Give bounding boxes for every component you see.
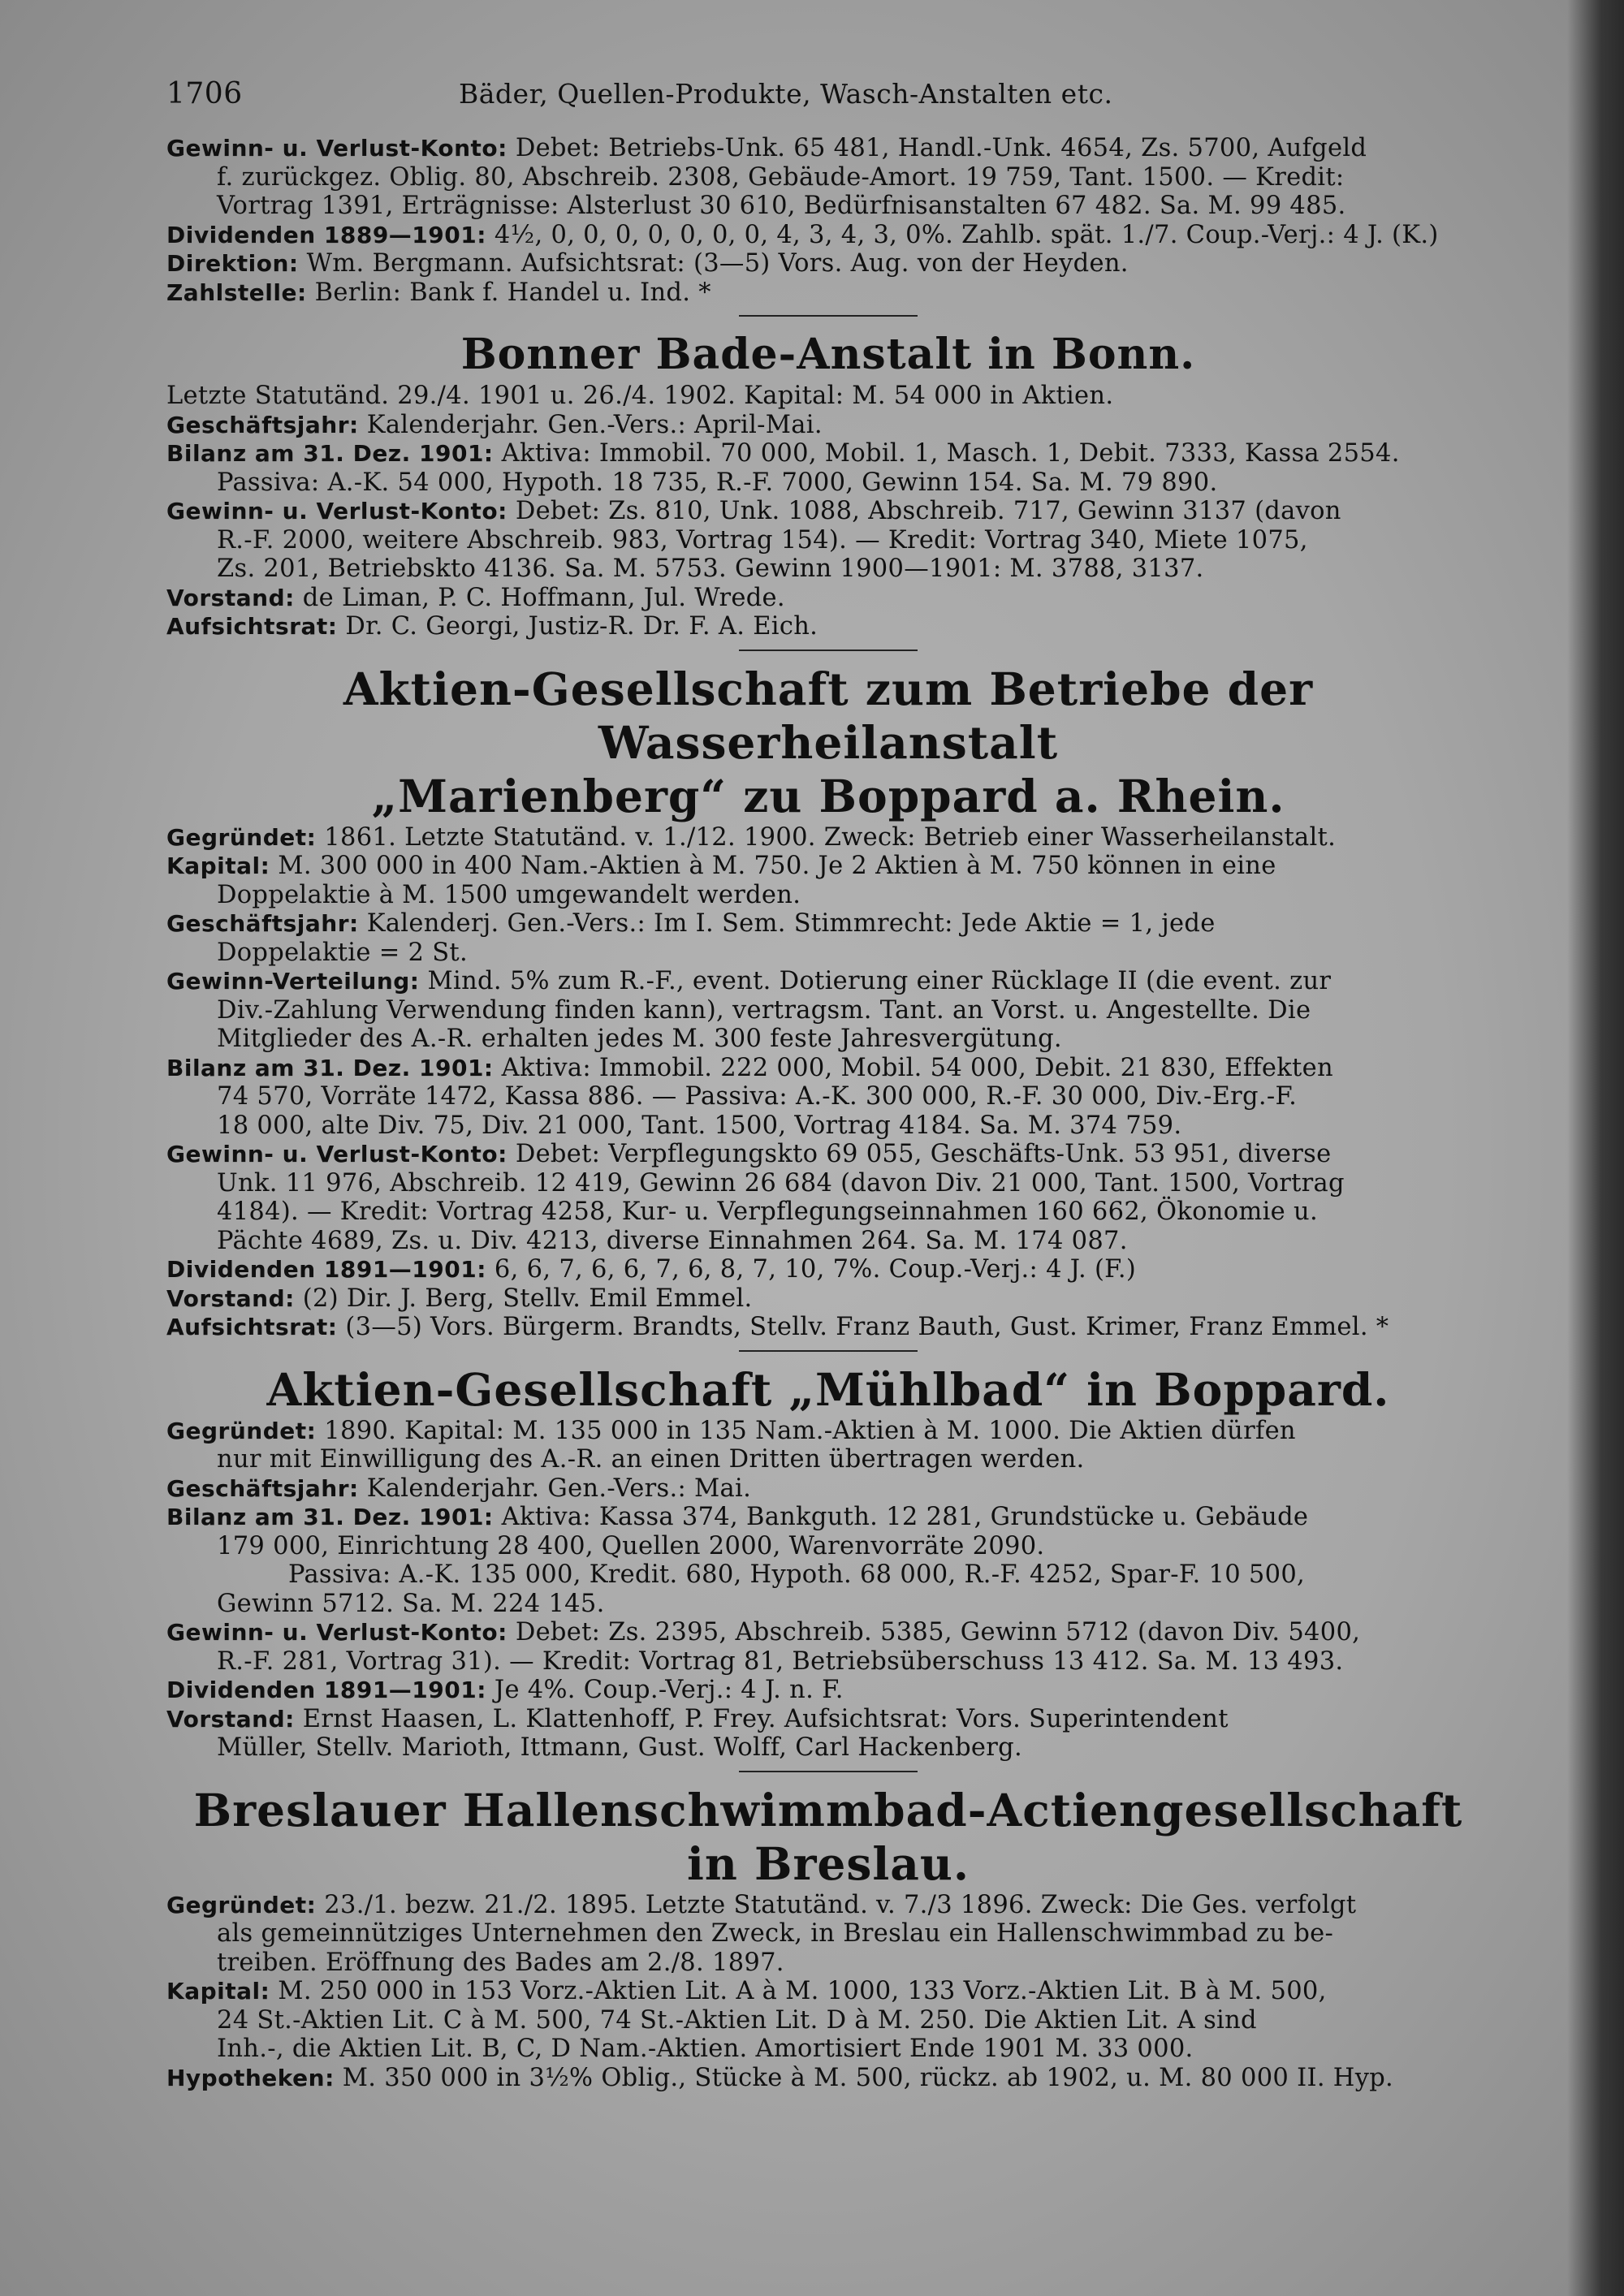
entry-line: R.-F. 2000, weitere Abschreib. 983, Vortrag 154). — Kredit: Vortrag 340, Miete 1075, xyxy=(217,525,1308,555)
entry-line: Gewinn- u. Verlust-Konto: Debet: Zs. 2395, Abschreib. 5385, Gewinn 5712 (davon Div. 5400, xyxy=(166,1618,1361,1646)
entry-line: Gewinn-Verteilung: Mind. 5% zum R.-F., event. Dotierung einer Rücklage II (die event. zur xyxy=(166,967,1332,995)
entry-line: Gewinn- u. Verlust-Konto: Debet: Verpflegungskto 69 055, Geschäfts-Unk. 53 951, diverse xyxy=(166,1140,1332,1168)
section-divider xyxy=(739,315,918,317)
entry-title-line2: „Marienberg“ zu Boppard a. Rhein. xyxy=(371,769,1285,822)
entry-line: Aufsichtsrat: (3—5) Vors. Bürgerm. Brandts, Stellv. Franz Bauth, Gust. Krimer, Franz Emmel. * xyxy=(166,1313,1389,1341)
entry-line: Bilanz am 31. Dez. 1901: Aktiva: Immobil. 70 000, Mobil. 1, Masch. 1, Debit. 7333, Kassa 2554. xyxy=(166,439,1400,468)
entry-line: Vorstand: Ernst Haasen, L. Klattenhoff, P. Frey. Aufsichtsrat: Vors. Superintendent xyxy=(166,1704,1229,1733)
entry-line: Pächte 4689, Zs. u. Div. 4213, diverse Einnahmen 264. Sa. M. 174 087. xyxy=(217,1226,1128,1255)
entry-line: Gewinn- u. Verlust-Konto: Debet: Zs. 810, Unk. 1088, Abschreib. 717, Gewinn 3137 (davon xyxy=(166,497,1341,525)
page-number: 1706 xyxy=(166,77,243,110)
entry-line: Unk. 11 976, Abschreib. 12 419, Gewinn 26 684 (davon Div. 21 000, Tant. 1500, Vortrag xyxy=(217,1168,1345,1198)
entry-line: Vorstand: de Liman, P. C. Hoffmann, Jul. Wrede. xyxy=(166,583,785,612)
entry-line: Gegründet: 1861. Letzte Statutänd. v. 1./12. 1900. Zweck: Betrieb einer Wasserheilanstalt. xyxy=(166,822,1337,852)
entry-muehlbad-boppard xyxy=(166,1363,1490,1763)
entry-line: Mitglieder des A.-R. erhalten jedes M. 300 feste Jahresvergütung. xyxy=(217,1025,1062,1053)
section-divider xyxy=(739,1350,918,1352)
entry-line: Zs. 201, Betriebskto 4136. Sa. M. 5753. Gewinn 1900—1901: M. 3788, 3137. xyxy=(217,555,1204,583)
entry-line: 74 570, Vorräte 1472, Kassa 886. — Passiva: A.-K. 300 000, R.-F. 30 000, Div.-Erg.-F. xyxy=(217,1082,1298,1111)
entry-line: Aufsichtsrat: Dr. C. Georgi, Justiz-R. Dr. F. A. Eich. xyxy=(166,612,818,641)
entry-line: Doppelaktie = 2 St. xyxy=(217,938,468,967)
entry-line: 18 000, alte Div. 75, Div. 21 000, Tant. 1500, Vortrag 4184. Sa. M. 374 759. xyxy=(217,1111,1182,1140)
running-head xyxy=(166,77,1490,134)
entry-line: Dividenden 1891—1901: 6, 6, 7, 6, 6, 7, 6, 8, 7, 10, 7%. Coup.-Verj.: 4 J. (F.) xyxy=(166,1255,1137,1284)
entry-bonner-bade-anstalt xyxy=(166,328,1490,641)
entry-marienberg-boppard xyxy=(166,662,1490,1342)
entry-line: Bilanz am 31. Dez. 1901: Aktiva: Immobil. 222 000, Mobil. 54 000, Debit. 21 830, Effekten xyxy=(166,1053,1333,1082)
entry-line: Gewinn 5712. Sa. M. 224 145. xyxy=(217,1589,605,1618)
entry-line: Passiva: A.-K. 54 000, Hypoth. 18 735, R.-F. 7000, Gewinn 154. Sa. M. 79 890. xyxy=(217,468,1218,497)
running-title: Bäder, Quellen-Produkte, Wasch-Anstalten etc. xyxy=(459,78,1113,110)
entry-line: Hypotheken: M. 350 000 in 3½% Oblig., Stücke à M. 500, rückz. ab 1902, u. M. 80 000 II. Hyp. xyxy=(166,2063,1394,2092)
entry-line: R.-F. 281, Vortrag 31). — Kredit: Vortrag 81, Betriebsüberschuss 13 412. Sa. M. 13 493. xyxy=(217,1646,1344,1676)
entry-line: Geschäftsjahr: Kalenderj. Gen.-Vers.: Im I. Sem. Stimmrecht: Jede Aktie = 1, jede xyxy=(166,909,1216,938)
section-divider xyxy=(739,1771,918,1772)
entry-line: Gewinn- u. Verlust-Konto: Debet: Betriebs-Unk. 65 481, Handl.-Unk. 4654, Zs. 5700, Aufgeld xyxy=(166,134,1367,162)
entry-line: Zahlstelle: Berlin: Bank f. Handel u. Ind. * xyxy=(166,278,711,307)
entry-line: Letzte Statutänd. 29./4. 1901 u. 26./4. 1902. Kapital: M. 54 000 in Aktien. xyxy=(166,382,1114,410)
entry-line: Geschäftsjahr: Kalenderjahr. Gen.-Vers.: April-Mai. xyxy=(166,410,823,439)
entry-line: Bilanz am 31. Dez. 1901: Aktiva: Kassa 374, Bankguth. 12 281, Grundstücke u. Gebäude xyxy=(166,1503,1309,1531)
entry-line: Kapital: M. 250 000 in 153 Vorz.-Aktien Lit. A à M. 1000, 133 Vorz.-Aktien Lit. B à M. 500, xyxy=(166,1977,1327,2005)
entry-line: nur mit Einwilligung des A.-R. an einen Dritten übertragen werden. xyxy=(217,1445,1085,1474)
entry-line: Div.-Zahlung Verwendung finden kann), vertragsm. Tant. an Vorst. u. Angestellte. Die xyxy=(217,995,1311,1025)
entry-line: 179 000, Einrichtung 28 400, Quellen 2000, Warenvorräte 2090. xyxy=(217,1531,1045,1560)
entry-line: Vorstand: (2) Dir. J. Berg, Stellv. Emil Emmel. xyxy=(166,1284,753,1313)
entry-line: f. zurückgez. Oblig. 80, Abschreib. 2308, Gebäude-Amort. 19 759, Tant. 1500. — Kredit: xyxy=(217,162,1345,192)
entry-breslauer-hallenschwimmbad xyxy=(166,1784,1490,2093)
page-content xyxy=(166,77,1490,2092)
entry-line: Passiva: A.-K. 135 000, Kredit. 680, Hypoth. 68 000, R.-F. 4252, Spar-F. 10 500, xyxy=(288,1560,1306,1589)
entry-line: Gegründet: 23./1. bezw. 21./2. 1895. Letzte Statutänd. v. 7./3 1896. Zweck: Die Ges. verfolgt xyxy=(166,1890,1357,1919)
entry-line: Vortrag 1391, Erträgnisse: Alsterlust 30 610, Bedürfnisanstalten 67 482. Sa. M. 99 485. xyxy=(217,192,1346,220)
entry-alsterlust-continued xyxy=(166,134,1490,307)
entry-line: als gemeinnütziges Unternehmen den Zweck, in Breslau ein Hallenschwimmbad zu be- xyxy=(217,1919,1334,1948)
page-edge-shadow xyxy=(1567,0,1624,2296)
entry-line: Dividenden 1889—1901: 4½, 0, 0, 0, 0, 0, 0, 0, 4, 3, 4, 3, 0%. Zahlb. spät. 1./7. Coup.-Verj.: 4 J. (K.) xyxy=(166,220,1439,249)
entry-line: Geschäftsjahr: Kalenderjahr. Gen.-Vers.: Mai. xyxy=(166,1474,752,1503)
entry-line: Dividenden 1891—1901: Je 4%. Coup.-Verj.: 4 J. n. F. xyxy=(166,1676,844,1704)
entry-title: Bonner Bade-Anstalt in Bonn. xyxy=(460,330,1196,379)
entry-title: Aktien-Gesellschaft „Mühlbad“ in Boppard. xyxy=(266,1362,1390,1416)
entry-line: Müller, Stellv. Marioth, Ittmann, Gust. Wolff, Carl Hackenberg. xyxy=(217,1733,1022,1762)
entry-line: Doppelaktie à M. 1500 umgewandelt werden. xyxy=(217,880,801,909)
entry-title: Breslauer Hallenschwimmbad-Actiengesellschaft in Breslau. xyxy=(193,1783,1463,1890)
entry-line: 4184). — Kredit: Vortrag 4258, Kur- u. Verpflegungseinnahmen 160 662, Ökonomie u. xyxy=(217,1198,1318,1226)
entry-line: treiben. Eröffnung des Bades am 2./8. 1897. xyxy=(217,1948,784,1977)
entry-line: Kapital: M. 300 000 in 400 Nam.-Aktien à M. 750. Je 2 Aktien à M. 750 können in eine xyxy=(166,852,1276,880)
entry-line: Inh.-, die Aktien Lit. B, C, D Nam.-Aktien. Amortisiert Ende 1901 M. 33 000. xyxy=(217,2035,1194,2063)
entry-line: Direktion: Wm. Bergmann. Aufsichtsrat: (3—5) Vors. Aug. von der Heyden. xyxy=(166,249,1129,278)
entry-line: Gegründet: 1890. Kapital: M. 135 000 in 135 Nam.-Aktien à M. 1000. Die Aktien dürfen xyxy=(166,1416,1296,1445)
entry-line: 24 St.-Aktien Lit. C à M. 500, 74 St.-Aktien Lit. D à M. 250. Die Aktien Lit. A sind xyxy=(217,2005,1257,2035)
section-divider xyxy=(739,650,918,651)
entry-title: Aktien-Gesellschaft zum Betriebe der Wasserheilanstalt xyxy=(343,662,1314,769)
